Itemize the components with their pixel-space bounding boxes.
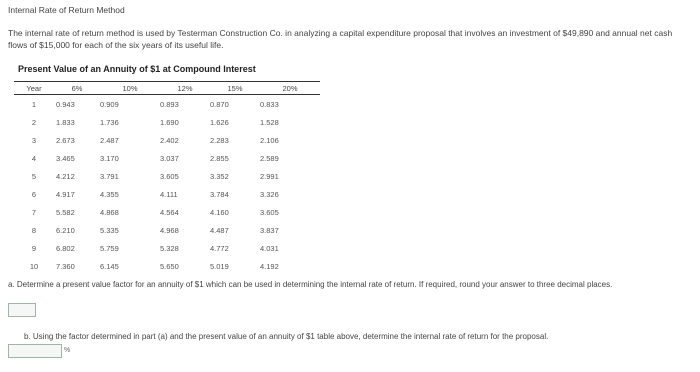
- header-12-percent: 12%: [160, 82, 210, 95]
- rate-12-cell: 3.037: [160, 153, 179, 163]
- rate-12-cell: 3.605: [160, 171, 179, 181]
- rate-10-cell: 5.759: [100, 243, 119, 253]
- table-row: [14, 257, 320, 275]
- question-b-text: b. Using the factor determined in part (a) and the present value of an annuity of $1 table above, determine the internal rate of return for the proposal.: [24, 332, 549, 341]
- year-cell: 6: [31, 189, 37, 199]
- present-value-table: [14, 81, 320, 275]
- rate-6-cell: 7.360: [56, 261, 75, 271]
- rate-10-cell: 4.868: [100, 207, 119, 217]
- year-cell: 8: [31, 225, 37, 235]
- table-row: [14, 203, 320, 221]
- table-row: [14, 221, 320, 239]
- rate-15-cell: 3.352: [210, 171, 229, 181]
- year-cell: 1: [31, 99, 37, 109]
- table-row: [14, 239, 320, 257]
- rate-15-cell: 4.772: [210, 243, 229, 253]
- table-row: [14, 95, 320, 114]
- rate-15-cell: 3.784: [210, 189, 229, 199]
- factor-answer-input[interactable]: [8, 303, 36, 317]
- table-row: [14, 149, 320, 167]
- rate-12-cell: 4.564: [160, 207, 179, 217]
- rate-15-cell: 0.870: [210, 99, 229, 109]
- rate-12-cell: 4.968: [160, 225, 179, 235]
- year-cell: 2: [31, 117, 37, 127]
- rate-6-cell: 6.802: [56, 243, 75, 253]
- rate-10-cell: 5.335: [100, 225, 119, 235]
- page-title: Internal Rate of Return Method: [8, 5, 125, 15]
- problem-intro: The internal rate of return method is used by Testerman Construction Co. in analyzing a capital expenditure proposal that involves an investment of $49,890 and annual net cash flows of $15,000 for each of the six years of its useful life.: [8, 28, 673, 50]
- year-cell: 3: [31, 135, 37, 145]
- rate-10-cell: 3.791: [100, 171, 119, 181]
- table-body: [14, 95, 320, 276]
- percent-unit-label: %: [64, 347, 71, 354]
- rate-10-cell: 3.170: [100, 153, 119, 163]
- rate-10-cell: 1.736: [100, 117, 119, 127]
- table-row: [14, 131, 320, 149]
- rate-15-cell: 2.283: [210, 135, 229, 145]
- header-year: Year: [14, 82, 54, 95]
- rate-6-cell: 4.212: [56, 171, 75, 181]
- rate-20-cell: 1.528: [260, 117, 279, 127]
- rate-20-cell: 3.326: [260, 189, 279, 199]
- year-cell: 10: [29, 261, 39, 271]
- rate-10-cell: 2.487: [100, 135, 119, 145]
- rate-20-cell: 4.031: [260, 243, 279, 253]
- year-cell: 9: [31, 243, 37, 253]
- table-header-row: [14, 82, 320, 95]
- table-row: [14, 167, 320, 185]
- rate-15-cell: 4.160: [210, 207, 229, 217]
- rate-20-cell: 0.833: [260, 99, 279, 109]
- rate-12-cell: 5.650: [160, 261, 179, 271]
- rate-20-cell: 4.192: [260, 261, 279, 271]
- question-a-text: a. Determine a present value factor for an annuity of $1 which can be used in determining the internal rate of return. If required, round your answer to three decimal places.: [8, 280, 613, 289]
- rate-12-cell: 2.402: [160, 135, 179, 145]
- rate-12-cell: 5.328: [160, 243, 179, 253]
- rate-10-cell: 4.355: [100, 189, 119, 199]
- rate-20-cell: 2.991: [260, 171, 279, 181]
- year-cell: 5: [31, 171, 37, 181]
- rate-6-cell: 4.917: [56, 189, 75, 199]
- rate-15-cell: 4.487: [210, 225, 229, 235]
- header-15-percent: 15%: [210, 82, 260, 95]
- rate-15-cell: 5.019: [210, 261, 229, 271]
- header-10-percent: 10%: [100, 82, 160, 95]
- rate-10-cell: 0.909: [100, 99, 119, 109]
- rate-6-cell: 1.833: [56, 117, 75, 127]
- header-20-percent: 20%: [260, 82, 320, 95]
- rate-20-cell: 3.605: [260, 207, 279, 217]
- year-cell: 7: [31, 207, 37, 217]
- header-6-percent: 6%: [54, 82, 100, 95]
- rate-12-cell: 0.893: [160, 99, 179, 109]
- rate-6-cell: 6.210: [56, 225, 75, 235]
- rate-6-cell: 3.465: [56, 153, 75, 163]
- irr-answer-input[interactable]: [8, 344, 62, 358]
- table-row: [14, 113, 320, 131]
- rate-15-cell: 2.855: [210, 153, 229, 163]
- rate-10-cell: 6.145: [100, 261, 119, 271]
- rate-6-cell: 2.673: [56, 135, 75, 145]
- rate-20-cell: 2.106: [260, 135, 279, 145]
- table-row: [14, 185, 320, 203]
- table-title: Present Value of an Annuity of $1 at Compound Interest: [18, 64, 256, 74]
- rate-20-cell: 2.589: [260, 153, 279, 163]
- rate-6-cell: 0.943: [56, 99, 75, 109]
- rate-12-cell: 4.111: [160, 189, 178, 199]
- rate-6-cell: 5.582: [56, 207, 75, 217]
- rate-15-cell: 1.626: [210, 117, 229, 127]
- rate-12-cell: 1.690: [160, 117, 179, 127]
- rate-20-cell: 3.837: [260, 225, 279, 235]
- year-cell: 4: [31, 153, 37, 163]
